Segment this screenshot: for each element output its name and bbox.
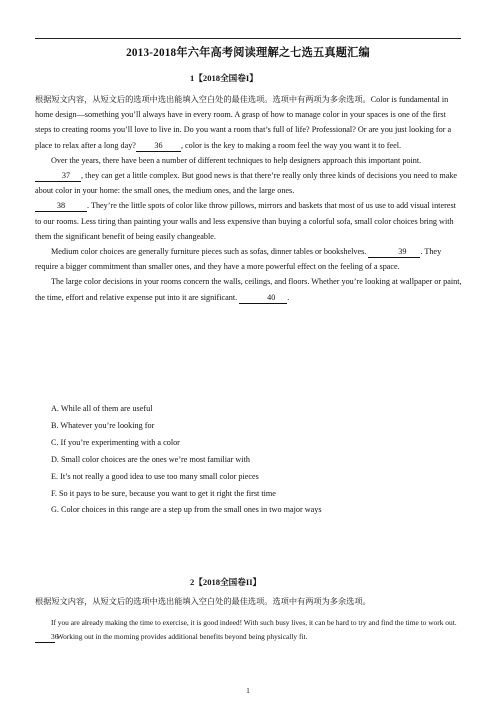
passage-1-paragraph-3: 38 . They’re the little spots of color like throw pillows, mirrors and baskets that most of us use to add visual interest to our rooms. Less tiring than painting your walls and less expensive than buying a colorful sofa, small color choices bring with them the significant benefit of being easily changeable. bbox=[35, 201, 456, 241]
blank-38: 38 bbox=[35, 200, 87, 212]
blank-39: 39 bbox=[368, 246, 420, 258]
passage-1-paragraph-2: Over the years, there have been a number of different techniques to help designers approach this important point. 37 , they can get a little complex. But good news is that there’re really only three kinds of decisions you need to make about color in your home: the small ones, the medium ones, and the large ones. bbox=[35, 155, 458, 196]
page-number: 1 bbox=[246, 686, 250, 695]
page-title: 2013-2018年六年高考阅读理解之七选五真题汇编 bbox=[126, 47, 370, 59]
option-g: G. Color choices in this range are a step up from the small ones in two major ways bbox=[51, 505, 322, 515]
option-d: D. Small color choices are the ones we’re most familiar with bbox=[51, 454, 250, 464]
blank-36-passage-2: 36 bbox=[35, 632, 55, 643]
passage-1 bbox=[35, 92, 462, 305]
blank-40: 40 bbox=[239, 292, 287, 304]
option-c: C. If you’re experimenting with a color bbox=[51, 437, 180, 447]
passage-1-paragraph-1: 根据短文内容，从短文后的选项中选出能填入空白处的最佳选项。选项中有两项为多余选项。Color is fundamental in home design—something you’ll always have in every room. A grasp of how to manage color in your spaces is one of the first steps to creating rooms you’ll love to live in. Do you want a room that’s full of life? Professional? Or are you just looking for a place to relax after a long day? 36 , color is the key to making a room feel the way you want it to feel. bbox=[35, 95, 452, 150]
passage-2 bbox=[35, 616, 462, 643]
section-heading-1: 1【2018全国卷I】 bbox=[190, 73, 258, 83]
passage-1-paragraph-4: Medium color choices are generally furniture pieces such as sofas, dinner tables or bookshelves. 39 . They require a bigger commitment than smaller ones, and they have a more powerful effect on the feeling of a space. bbox=[35, 247, 442, 272]
option-a: A. While all of them are useful bbox=[51, 404, 153, 413]
passage-2-paragraph-1: If you are already making the time to exercise, it is good indeed! With such busy lives, it can be hard to try and find the time to work out. 36 Working out in the morning provides additional benefits beyond being physically fit. bbox=[35, 616, 462, 643]
section-heading-2: 2【2018全国卷II】 bbox=[190, 577, 262, 587]
blank-36: 36 bbox=[136, 140, 181, 152]
options-list-1 bbox=[51, 401, 322, 519]
instruction-2: 根据短文内容，从短文后的选项中选出能填入空白处的最佳选项。选项中有两项为多余选项。 bbox=[35, 597, 371, 606]
blank-37: 37 bbox=[35, 170, 81, 182]
option-b: B. Whatever you’re looking for bbox=[51, 420, 155, 430]
instruction-1: 根据短文内容，从短文后的选项中选出能填入空白处的最佳选项。选项中有两项为多余选项。 bbox=[35, 95, 371, 104]
option-f: F. So it pays to be sure, because you want to get it right the first time bbox=[51, 488, 276, 498]
header-rule bbox=[35, 38, 461, 39]
option-e: E. It’s not really a good idea to use too many small color pieces bbox=[51, 471, 259, 481]
passage-1-paragraph-5: The large color decisions in your rooms concern the walls, ceilings, and floors. Whether you’re looking at wallpaper or paint, the time, effort and relative expense put into it are significant. 40 . bbox=[35, 277, 462, 302]
